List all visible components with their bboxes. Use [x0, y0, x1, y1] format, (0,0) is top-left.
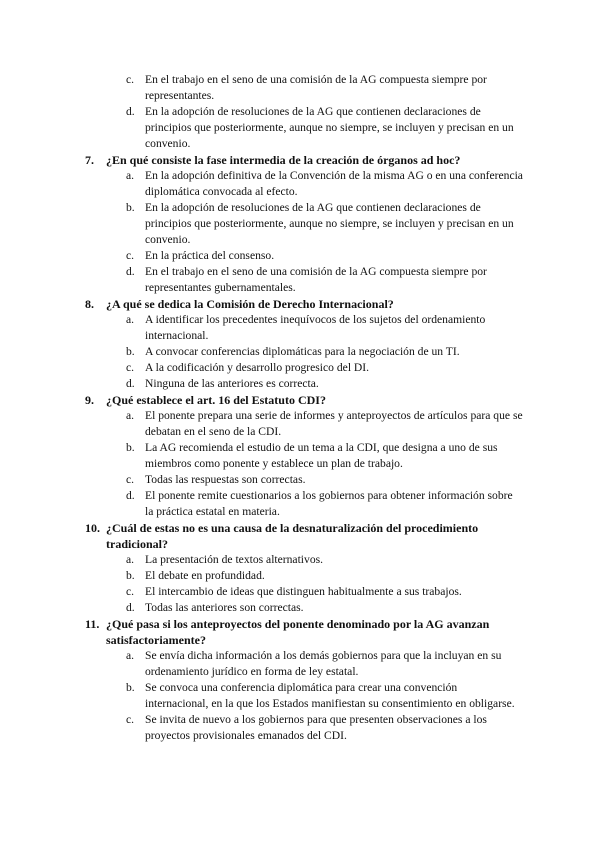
answer-option	[0, 376, 523, 392]
option-letter: b.	[126, 569, 135, 582]
question-heading	[0, 296, 516, 312]
option-text: En la adopción de resoluciones de la AG que contienen declaraciones de principios que posteriormente, aunque no siempre, se incluyen y precisan en un convenio.	[145, 105, 514, 150]
question-text: ¿Qué establece el art. 16 del Estatuto CDI?	[106, 393, 326, 407]
question-7	[0, 152, 600, 296]
question-text: ¿A qué se dedica la Comisión de Derecho Internacional?	[106, 297, 394, 311]
option-text: A identificar los precedentes inequívocos de los sujetos del ordenamiento internacional.	[145, 313, 486, 342]
question-number: 7.	[85, 153, 94, 167]
option-letter: c.	[126, 473, 135, 486]
option-letter: b.	[126, 441, 135, 454]
answer-option	[0, 440, 523, 472]
question-9	[0, 392, 600, 520]
option-text: El debate en profundidad.	[145, 569, 265, 582]
answer-option	[0, 248, 523, 264]
option-text: En la adopción de resoluciones de la AG que contienen declaraciones de principios que posteriormente, aunque no siempre, se incluyen y precisan en un convenio.	[145, 201, 514, 246]
answer-option	[0, 312, 523, 344]
answer-option	[0, 552, 523, 568]
option-text: Se invita de nuevo a los gobiernos para que presenten observaciones a los proyectos provisionales emanados del CDI.	[145, 713, 487, 742]
answer-option	[0, 408, 523, 440]
option-text: La presentación de textos alternativos.	[145, 553, 324, 566]
answer-option	[0, 360, 523, 376]
option-letter: a.	[126, 649, 135, 662]
option-letter: d.	[126, 601, 135, 614]
question-text: ¿En qué consiste la fase intermedia de la creación de órganos ad hoc?	[106, 153, 461, 167]
option-letter: a.	[126, 553, 135, 566]
answer-option	[0, 600, 523, 616]
question-number: 9.	[85, 393, 94, 407]
answer-option	[0, 104, 523, 152]
option-text: El ponente remite cuestionarios a los gobiernos para obtener información sobre la práctica estatal en materia.	[145, 489, 513, 518]
answer-option	[0, 680, 523, 712]
option-letter: a.	[126, 409, 135, 422]
option-letter: a.	[126, 169, 135, 182]
option-letter: c.	[126, 73, 135, 86]
question-text: ¿Cuál de estas no es una causa de la desnaturalización del procedimiento tradicional?	[106, 521, 479, 551]
option-text: Se convoca una conferencia diplomática para crear una convención internacional, en la que los Estados manifiestan su consentimiento en obligarse.	[145, 681, 515, 710]
question-number: 11.	[85, 617, 100, 631]
answer-option	[0, 72, 523, 104]
answer-option	[0, 584, 523, 600]
option-letter: d.	[126, 265, 135, 278]
option-letter: c.	[126, 713, 135, 726]
option-letter: b.	[126, 345, 135, 358]
question-heading	[0, 616, 516, 648]
question-heading	[0, 520, 516, 552]
question-number: 8.	[85, 297, 94, 311]
question-10	[0, 520, 600, 616]
answer-option	[0, 200, 523, 248]
option-text: En el trabajo en el seno de una comisión de la AG compuesta siempre por representantes gubernamentales.	[145, 265, 487, 294]
option-text: A convocar conferencias diplomáticas para la negociación de un TI.	[145, 345, 460, 358]
option-text: La AG recomienda el estudio de un tema a la CDI, que designa a uno de sus miembros como ponente y establece un plan de trabajo.	[145, 441, 498, 470]
answer-option	[0, 648, 523, 680]
option-letter: c.	[126, 585, 135, 598]
option-text: En el trabajo en el seno de una comisión de la AG compuesta siempre por representantes.	[145, 73, 487, 102]
answer-option	[0, 264, 523, 296]
question-number: 10.	[85, 521, 100, 535]
option-letter: c.	[126, 249, 135, 262]
option-text: El intercambio de ideas que distinguen habitualmente a sus trabajos.	[145, 585, 462, 598]
option-letter: d.	[126, 377, 135, 390]
answer-option	[0, 472, 523, 488]
option-text: El ponente prepara una serie de informes y anteproyectos de artículos para que se debatan en el seno de la CDI.	[145, 409, 523, 438]
answer-option	[0, 488, 523, 520]
answer-option	[0, 712, 523, 744]
option-letter: d.	[126, 489, 135, 502]
option-text: En la adopción definitiva de la Convención de la misma AG o en una conferencia diplomática convocada al efecto.	[145, 169, 523, 198]
option-text: Todas las respuestas son correctas.	[145, 473, 306, 486]
answer-option	[0, 344, 523, 360]
option-letter: d.	[126, 105, 135, 118]
option-letter: b.	[126, 681, 135, 694]
option-letter: a.	[126, 313, 135, 326]
question-heading	[0, 152, 516, 168]
question-8	[0, 296, 600, 392]
option-text: Se envía dicha información a los demás gobiernos para que la incluyan en su ordenamiento jurídico en forma de ley estatal.	[145, 649, 502, 678]
question-11	[0, 616, 600, 744]
continuation-block	[0, 72, 600, 152]
option-text: Todas las anteriores son correctas.	[145, 601, 304, 614]
option-text: Ninguna de las anteriores es correcta.	[145, 377, 319, 390]
question-heading	[0, 392, 516, 408]
answer-option	[0, 568, 523, 584]
answer-option	[0, 168, 523, 200]
question-text: ¿Qué pasa si los anteproyectos del ponente denominado por la AG avanzan satisfactoriamente?	[106, 617, 490, 647]
option-text: A la codificación y desarrollo progresico del DI.	[145, 361, 370, 374]
option-letter: b.	[126, 201, 135, 214]
option-text: En la práctica del consenso.	[145, 249, 275, 262]
option-letter: c.	[126, 361, 135, 374]
